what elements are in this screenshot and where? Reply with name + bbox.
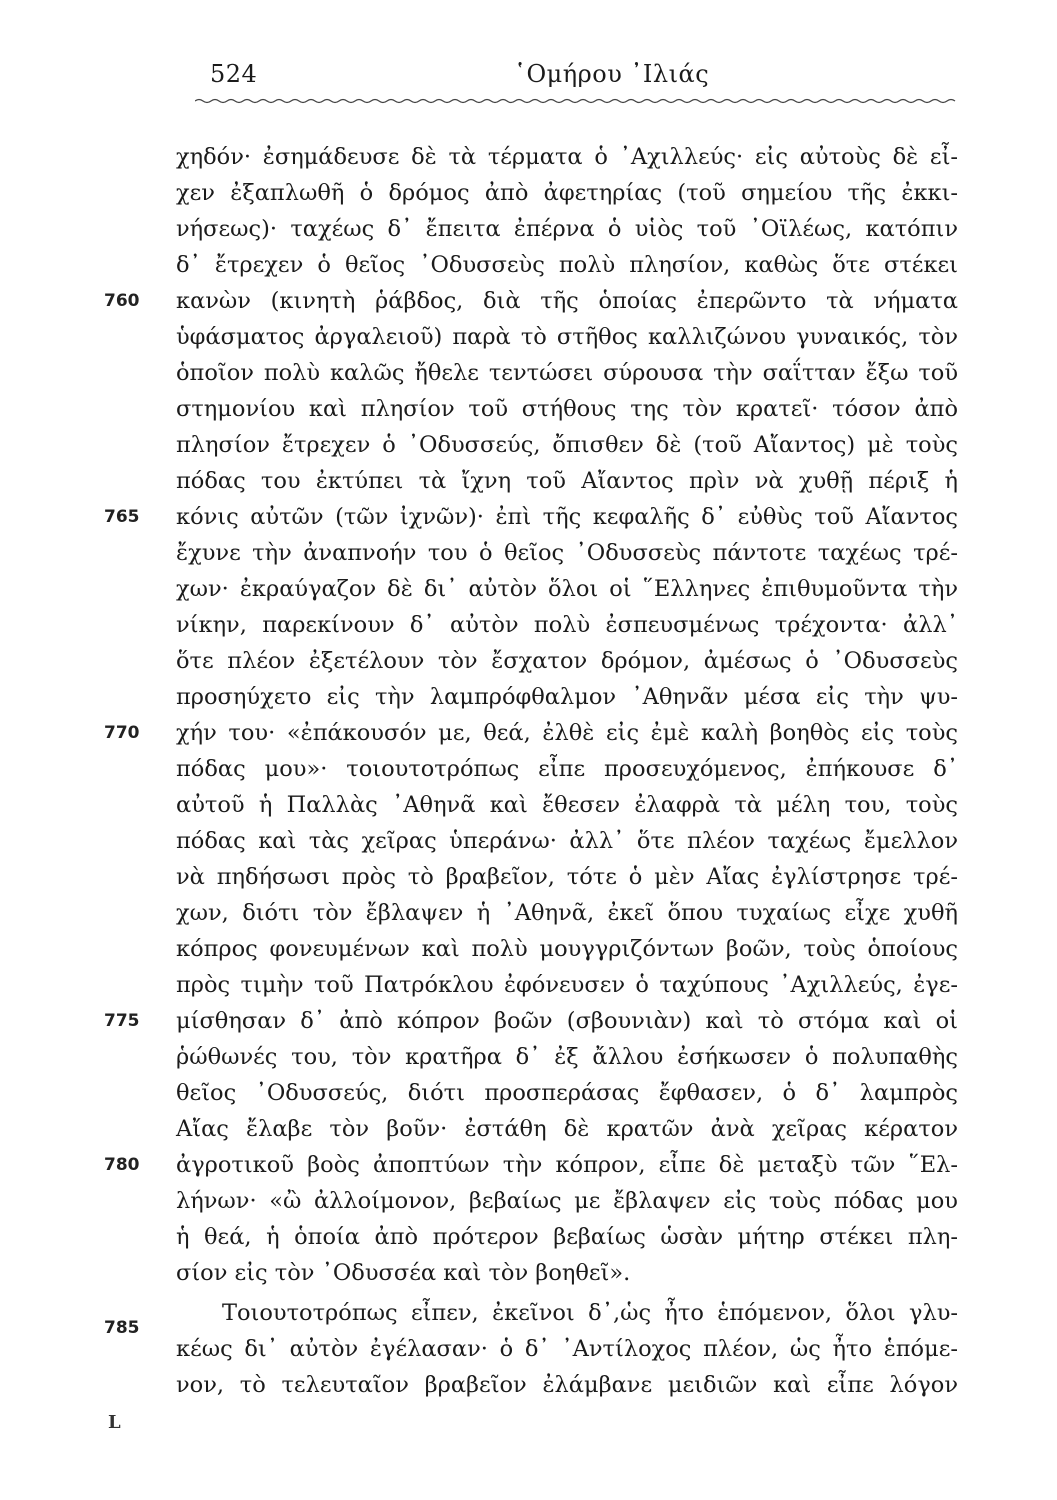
- text-line: ῥώθωνές του, τὸν κρατῆρα δ᾿ ἐξ ἄλλου ἐσήκωσεν ὁ πολυπαθὴς: [176, 1044, 958, 1070]
- verse-line-number: 760: [104, 291, 140, 311]
- margin-mark: L: [108, 1412, 121, 1433]
- text-line: ἡ θεά, ἡ ὁποία ἀπὸ πρότερον βεβαίως ὡσὰν μήτηρ στέκει πλη-: [176, 1224, 958, 1250]
- text-line: Τοιουτοτρόπως εἶπεν, ἐκεῖνοι δ᾿,ὡς ἦτο ἑπόμενον, ὅλοι γλυ-: [222, 1300, 958, 1326]
- text-line: λήνων· «ὢ ἀλλοίμονον, βεβαίως με ἔβλαψεν εἰς τοὺς πόδας μου: [176, 1188, 958, 1214]
- text-line: πλησίον ἔτρεχεν ὁ ᾿Οδυσσεύς, ὄπισθεν δὲ (τοῦ Αἴαντος) μὲ τοὺς: [176, 432, 958, 458]
- text-line: σίον εἰς τὸν ᾿Οδυσσέα καὶ τὸν βοηθεῖ».: [176, 1260, 631, 1286]
- verse-line-number: 775: [104, 1011, 140, 1031]
- text-line: πρὸς τιμὴν τοῦ Πατρόκλου ἐφόνευσεν ὁ ταχύπους ᾿Αχιλλεύς, ἐγε-: [176, 972, 958, 998]
- verse-line-number: 770: [104, 723, 140, 743]
- text-line: νὰ πηδήσωσι πρὸς τὸ βραβεῖον, τότε ὁ μὲν Αἴας ἐγλίστρησε τρέ-: [176, 864, 958, 890]
- running-title: ῾Ομήρου ᾿Ιλιάς: [514, 60, 710, 88]
- text-line: αὐτοῦ ἡ Παλλὰς ᾿Αθηνᾶ καὶ ἔθεσεν ἐλαφρὰ τὰ μέλη του, τοὺς: [176, 792, 958, 818]
- text-line: κόπρος φονευμένων καὶ πολὺ μουγγριζόντων βοῶν, τοὺς ὁποίους: [176, 936, 958, 962]
- text-line: ἔχυνε τὴν ἀναπνοήν του ὁ θεῖος ᾿Οδυσσεὺς πάντοτε ταχέως τρέ-: [176, 540, 958, 566]
- text-line: νον, τὸ τελευταῖον βραβεῖον ἐλάμβανε μειδιῶν καὶ εἶπε λόγον: [176, 1372, 958, 1398]
- text-line: ἀγροτικοῦ βοὸς ἀποπτύων τὴν κόπρον, εἶπε δὲ μεταξὺ τῶν ῞Ελ-: [176, 1152, 958, 1178]
- text-line: θεῖος ᾿Οδυσσεύς, διότι προσπεράσας ἔφθασεν, ὁ δ᾿ λαμπρὸς: [176, 1080, 958, 1106]
- text-line: προσηύχετο εἰς τὴν λαμπρόφθαλμον ᾿Αθηνᾶν μέσα εἰς τὴν ψυ-: [176, 684, 958, 710]
- text-line: πόδας του ἐκτύπει τὰ ἴχνη τοῦ Αἴαντος πρὶν νὰ χυθῇ πέριξ ἡ: [176, 468, 958, 494]
- text-line: χων· ἐκραύγαζον δὲ δι᾿ αὐτὸν ὅλοι οἱ ῞Ελληνες ἐπιθυμοῦντα τὴν: [176, 576, 958, 602]
- text-line: κόνις αὐτῶν (τῶν ἰχνῶν)· ἐπὶ τῆς κεφαλῆς δ᾿ εὐθὺς τοῦ Αἴαντος: [176, 504, 958, 530]
- text-line: Αἴας ἔλαβε τὸν βοῦν· ἐστάθη δὲ κρατῶν ἀνὰ χεῖρας κέρατον: [176, 1116, 958, 1142]
- text-line: πόδας μου»· τοιουτοτρόπως εἶπε προσευχόμενος, ἐπήκουσε δ᾿: [176, 756, 958, 782]
- text-line: νήσεως)· ταχέως δ᾿ ἔπειτα ἐπέρνα ὁ υἱὸς τοῦ ᾿Οϊλέως, κατόπιν: [176, 216, 958, 242]
- verse-line-number: 785: [104, 1318, 140, 1338]
- page-number: 524: [210, 60, 258, 88]
- text-line: στημονίου καὶ πλησίον τοῦ στήθους της τὸν κρατεῖ· τόσον ἀπὸ: [176, 396, 958, 422]
- text-line: μίσθησαν δ᾿ ἀπὸ κόπρον βοῶν (σβουνιὰν) καὶ τὸ στόμα καὶ οἱ: [176, 1008, 958, 1034]
- text-line: δ᾿ ἔτρεχεν ὁ θεῖος ᾿Οδυσσεὺς πολὺ πλησίον, καθὼς ὅτε στέκει: [176, 252, 958, 278]
- text-line: ὁποῖον πολὺ καλῶς ἤθελε τεντώσει σύρουσα τὴν σαΐτταν ἔξω τοῦ: [176, 360, 958, 386]
- text-line: χων, διότι τὸν ἔβλαψεν ἡ ᾿Αθηνᾶ, ἐκεῖ ὅπου τυχαίως εἶχε χυθῆ: [176, 900, 958, 926]
- text-line: κέως δι᾿ αὐτὸν ἐγέλασαν· ὁ δ᾿ ᾿Αντίλοχος πλέον, ὡς ἦτο ἑπόμε-: [176, 1336, 958, 1362]
- verse-line-number: 765: [104, 507, 140, 527]
- text-line: ὅτε πλέον ἐξετέλουν τὸν ἔσχατον δρόμον, ἀμέσως ὁ ᾿Οδυσσεὺς: [176, 648, 958, 674]
- text-line: χηδόν· ἐσημάδευσε δὲ τὰ τέρματα ὁ ᾿Αχιλλεύς· εἰς αὐτοὺς δὲ εἶ-: [176, 144, 958, 170]
- text-line: πόδας καὶ τὰς χεῖρας ὑπεράνω· ἀλλ᾿ ὅτε πλέον ταχέως ἔμελλον: [176, 828, 958, 854]
- text-line: χεν ἐξαπλωθῆ ὁ δρόμος ἀπὸ ἀφετηρίας (τοῦ σημείου τῆς ἐκκι-: [176, 180, 958, 206]
- text-line: χήν του· «ἐπάκουσόν με, θεά, ἐλθὲ εἰς ἐμὲ καλὴ βοηθὸς εἰς τοὺς: [176, 720, 958, 746]
- verse-line-number: 780: [104, 1155, 140, 1175]
- text-line: κανὼν (κινητὴ ῥάβδος, διὰ τῆς ὁποίας ἐπερῶντο τὰ νήματα: [176, 288, 958, 314]
- text-line: ὑφάσματος ἀργαλειοῦ) παρὰ τὸ στῆθος καλλιζώνου γυναικός, τὸν: [176, 324, 958, 350]
- text-line: νίκην, παρεκίνουν δ᾿ αὐτὸν πολὺ ἐσπευσμένως τρέχοντα· ἀλλ᾿: [176, 612, 958, 638]
